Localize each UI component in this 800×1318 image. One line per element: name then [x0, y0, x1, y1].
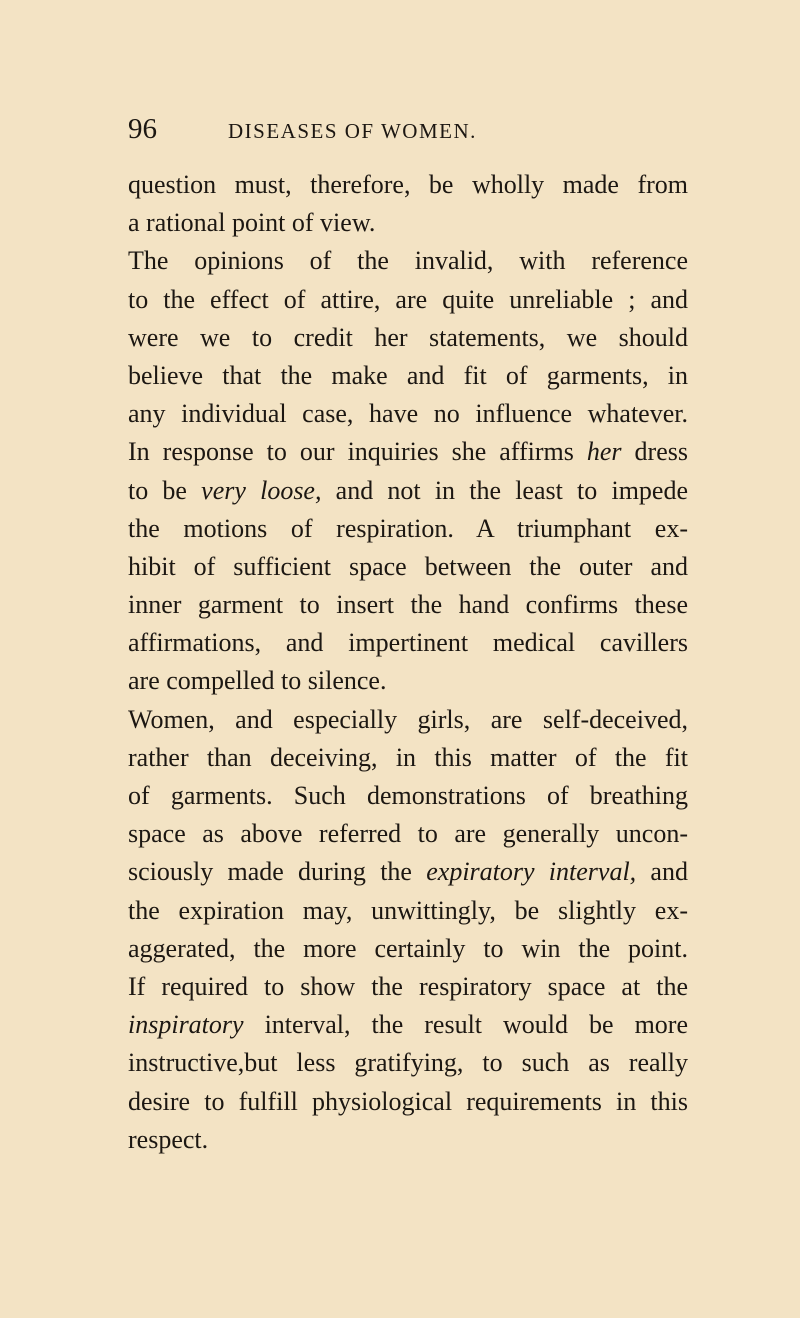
text-line: to be very loose, and not in the least to impede: [128, 475, 688, 505]
italic-text: her: [586, 437, 622, 467]
text-line: affirmations, and impertinent medical cavillers: [128, 628, 688, 658]
text-line: rather than deceiving, in this matter of the fit: [128, 742, 688, 772]
page-header: [128, 114, 688, 154]
text-line: the motions of respiration. A triumphant ex-: [128, 513, 688, 543]
italic-text: very loose,: [201, 475, 322, 505]
text-line: inner garment to insert the hand confirms these: [128, 590, 688, 620]
text-line: any individual case, have no influence whatever.: [128, 399, 688, 429]
text-line: were we to credit her statements, we should: [128, 322, 688, 352]
text-line: desire to fulfill physiological requirements in this: [128, 1086, 688, 1116]
text-line: instructive,but less gratifying, to such as really: [128, 1048, 688, 1078]
italic-text: inspiratory: [128, 1010, 244, 1040]
italic-text: expiratory interval,: [426, 857, 637, 887]
text-line: In response to our inquiries she affirms her dress: [128, 437, 688, 467]
text-line: question must, therefore, be wholly made from: [128, 170, 688, 199]
text-line: believe that the make and fit of garments, in: [128, 360, 688, 390]
text-line: If required to show the respiratory space at the: [128, 971, 688, 1001]
text-line: respect.: [128, 1124, 209, 1154]
text-line: sciously made during the expiratory interval, and: [128, 857, 688, 887]
text-line: are compelled to silence.: [128, 666, 387, 696]
text-line: hibit of sufficient space between the outer and: [128, 551, 688, 581]
text-line: Women, and especially girls, are self-deceived,: [128, 704, 688, 734]
text-line: to the effect of attire, are quite unreliable ; and: [128, 284, 688, 314]
text-line: a rational point of view.: [128, 208, 376, 238]
text-line: aggerated, the more certainly to win the point.: [128, 933, 688, 963]
text-line: the expiration may, unwittingly, be slightly ex-: [128, 895, 688, 925]
body-text: [128, 166, 688, 1159]
text-line: inspiratory interval, the result would be more: [128, 1010, 688, 1040]
text-line: The opinions of the invalid, with reference: [128, 246, 688, 276]
page-number: 96: [128, 113, 157, 145]
running-head: DISEASES OF WOMEN.: [228, 119, 477, 143]
text-line: of garments. Such demonstrations of breathing: [128, 781, 688, 810]
text-line: space as above referred to are generally uncon-: [128, 819, 688, 849]
